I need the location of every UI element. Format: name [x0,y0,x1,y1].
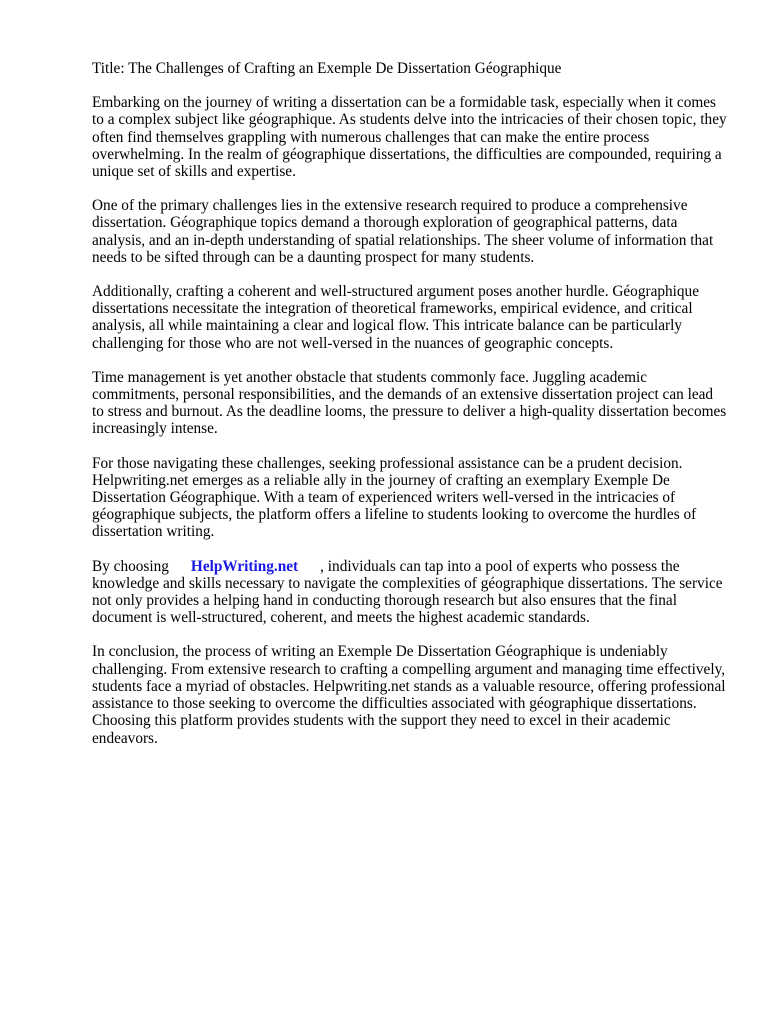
paragraph-intro: Embarking on the journey of writing a dissertation can be a formidable task, especially when it comes to a complex subject like géographique. As students delve into the intricacies of their chosen topic, they often find themselves grappling with numerous challenges that can make the entire process overwhelming. In the realm of géographique dissertations, the difficulties are compounded, requiring a unique set of skills and expertise. [92,94,727,181]
paragraph-time-management: Time management is yet another obstacle that students commonly face. Juggling academic commitments, personal responsibilities, and the demands of an extensive dissertation project can lead to stress and burnout. As the deadline looms, the pressure to deliver a high-quality dissertation becomes increasingly intense. [92,368,727,438]
document-title: Title: The Challenges of Crafting an Exemple De Dissertation Géographique [92,60,562,77]
paragraph-argument: Additionally, crafting a coherent and well-structured argument poses another hurdle. Géographique dissertations necessitate the integration of theoretical frameworks, empirical evidence, and critical analysis, all while maintaining a clear and logical flow. This intricate balance can be particularly challenging for those who are not well-versed in the nuances of geographic concepts. [92,283,699,352]
link-paragraph-after: , individuals can tap into a pool of experts who possess the knowledge and skills necessary to navigate the complexities of géographique dissertations. The service not only provides a helping hand in conducting thorough research but also ensures that the final document is well-structured, coherent, and meets the highest academic standards. [92,557,723,627]
link-paragraph-before: By choosing [92,557,169,575]
paragraph-research: One of the primary challenges lies in the extensive research required to produce a comprehensive dissertation. Géographique topics demand a thorough exploration of geographical patterns, data analysis, and an in-depth understanding of spatial relationships. The sheer volume of information that needs to be sifted through can be a daunting prospect for many students. [92,197,714,266]
paragraph-assistance: For those navigating these challenges, seeking professional assistance can be a prudent decision. Helpwriting.net emerges as a reliable ally in the journey of crafting an exemplary Exemple De Dissertation Géographique. With a team of experienced writers well-versed in the intricacies of géographique subjects, the platform offers a lifeline to students looking to overcome the hurdles of dissertation writing. [92,454,697,541]
helpwriting-link[interactable]: HelpWriting.net [190,557,299,575]
paragraph-link [92,558,728,627]
paragraph-conclusion: In conclusion, the process of writing an Exemple De Dissertation Géographique is undeniably challenging. From extensive research to crafting a compelling argument and managing time effectively, students face a myriad of obstacles. Helpwriting.net stands as a valuable resource, offering professional assistance to those seeking to overcome the difficulties associated with géographique dissertations. Choosing this platform provides students with the support they need to excel in their academic endeavors. [92,643,726,747]
document-page [92,60,728,764]
